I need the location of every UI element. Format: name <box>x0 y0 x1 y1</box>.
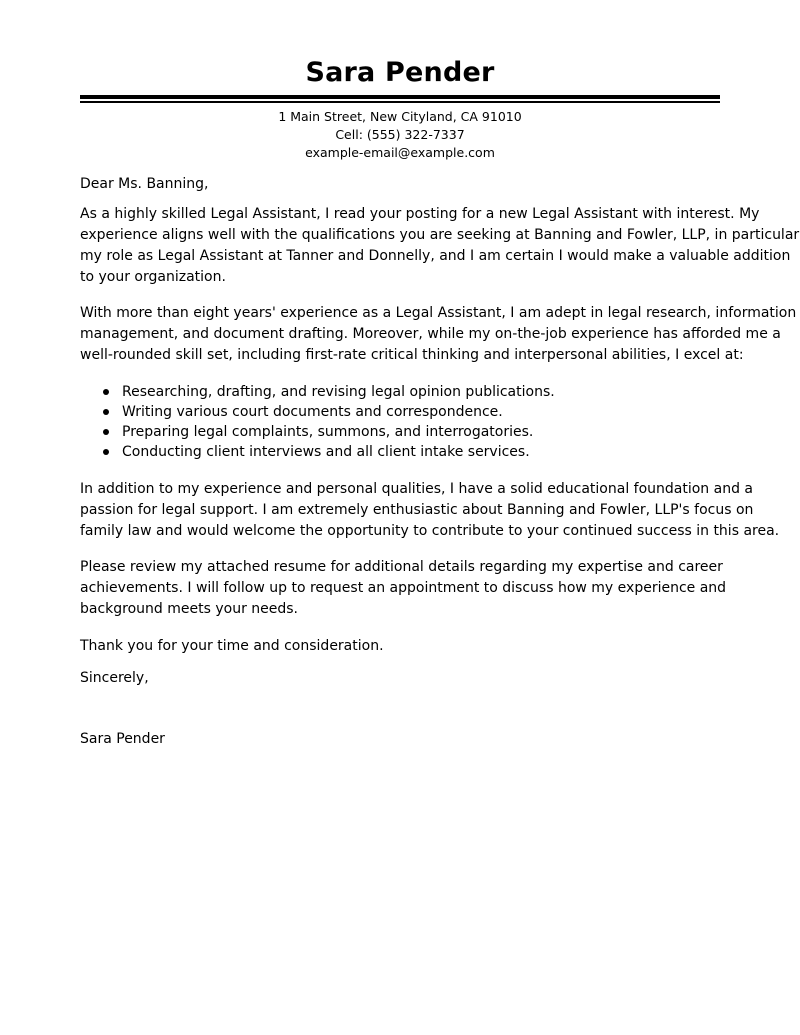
paragraph-line: As a highly skilled Legal Assistant, I read your posting for a new Legal Assistant with interest. My <box>80 206 760 222</box>
closing: Sincerely, <box>80 670 149 686</box>
paragraph-line: With more than eight years' experience as a Legal Assistant, I am adept in legal research, information <box>80 305 797 321</box>
bullet-icon <box>103 409 109 415</box>
paragraph-line: Please review my attached resume for additional details regarding my expertise and career <box>80 559 723 575</box>
paragraph-line: experience aligns well with the qualifications you are seeking at Banning and Fowler, LLP, in particular <box>80 227 800 243</box>
paragraph-line: In addition to my experience and personal qualities, I have a solid educational foundation and a <box>80 481 753 497</box>
header-rule-thick <box>80 95 720 99</box>
paragraph-line: well-rounded skill set, including first-rate critical thinking and interpersonal abilities, I excel at: <box>80 347 744 363</box>
contact-address: 1 Main Street, New Cityland, CA 91010 <box>278 109 522 124</box>
bullet-icon <box>103 449 109 455</box>
paragraph-line: achievements. I will follow up to request an appointment to discuss how my experience and <box>80 580 727 596</box>
paragraph-line: management, and document drafting. Moreover, while my on-the-job experience has afforded me a <box>80 326 781 342</box>
contact-email: example-email@example.com <box>305 145 495 160</box>
list-item: Preparing legal complaints, summons, and interrogatories. <box>80 422 730 442</box>
bullet-icon <box>103 389 109 395</box>
applicant-name: Sara Pender <box>305 57 495 88</box>
skills-list <box>80 382 730 462</box>
bullet-icon <box>103 429 109 435</box>
contact-cell: Cell: (555) 322-7337 <box>335 127 465 142</box>
paragraph-line: to your organization. <box>80 269 226 285</box>
paragraph-line: family law and would welcome the opportunity to contribute to your continued success in this area. <box>80 523 780 539</box>
salutation: Dear Ms. Banning, <box>80 176 209 192</box>
paragraph-line: my role as Legal Assistant at Tanner and Donnelly, and I am certain I would make a valuable addition <box>80 248 791 264</box>
signature-name: Sara Pender <box>80 731 165 747</box>
header-rule-thin <box>80 101 720 103</box>
paragraph-line: passion for legal support. I am extremely enthusiastic about Banning and Fowler, LLP's focus on <box>80 502 754 518</box>
list-item: Writing various court documents and correspondence. <box>80 402 730 422</box>
thanks-line: Thank you for your time and consideration. <box>80 638 384 654</box>
list-item: Researching, drafting, and revising legal opinion publications. <box>80 382 730 402</box>
paragraph-line: background meets your needs. <box>80 601 299 617</box>
list-item: Conducting client interviews and all client intake services. <box>80 442 730 462</box>
